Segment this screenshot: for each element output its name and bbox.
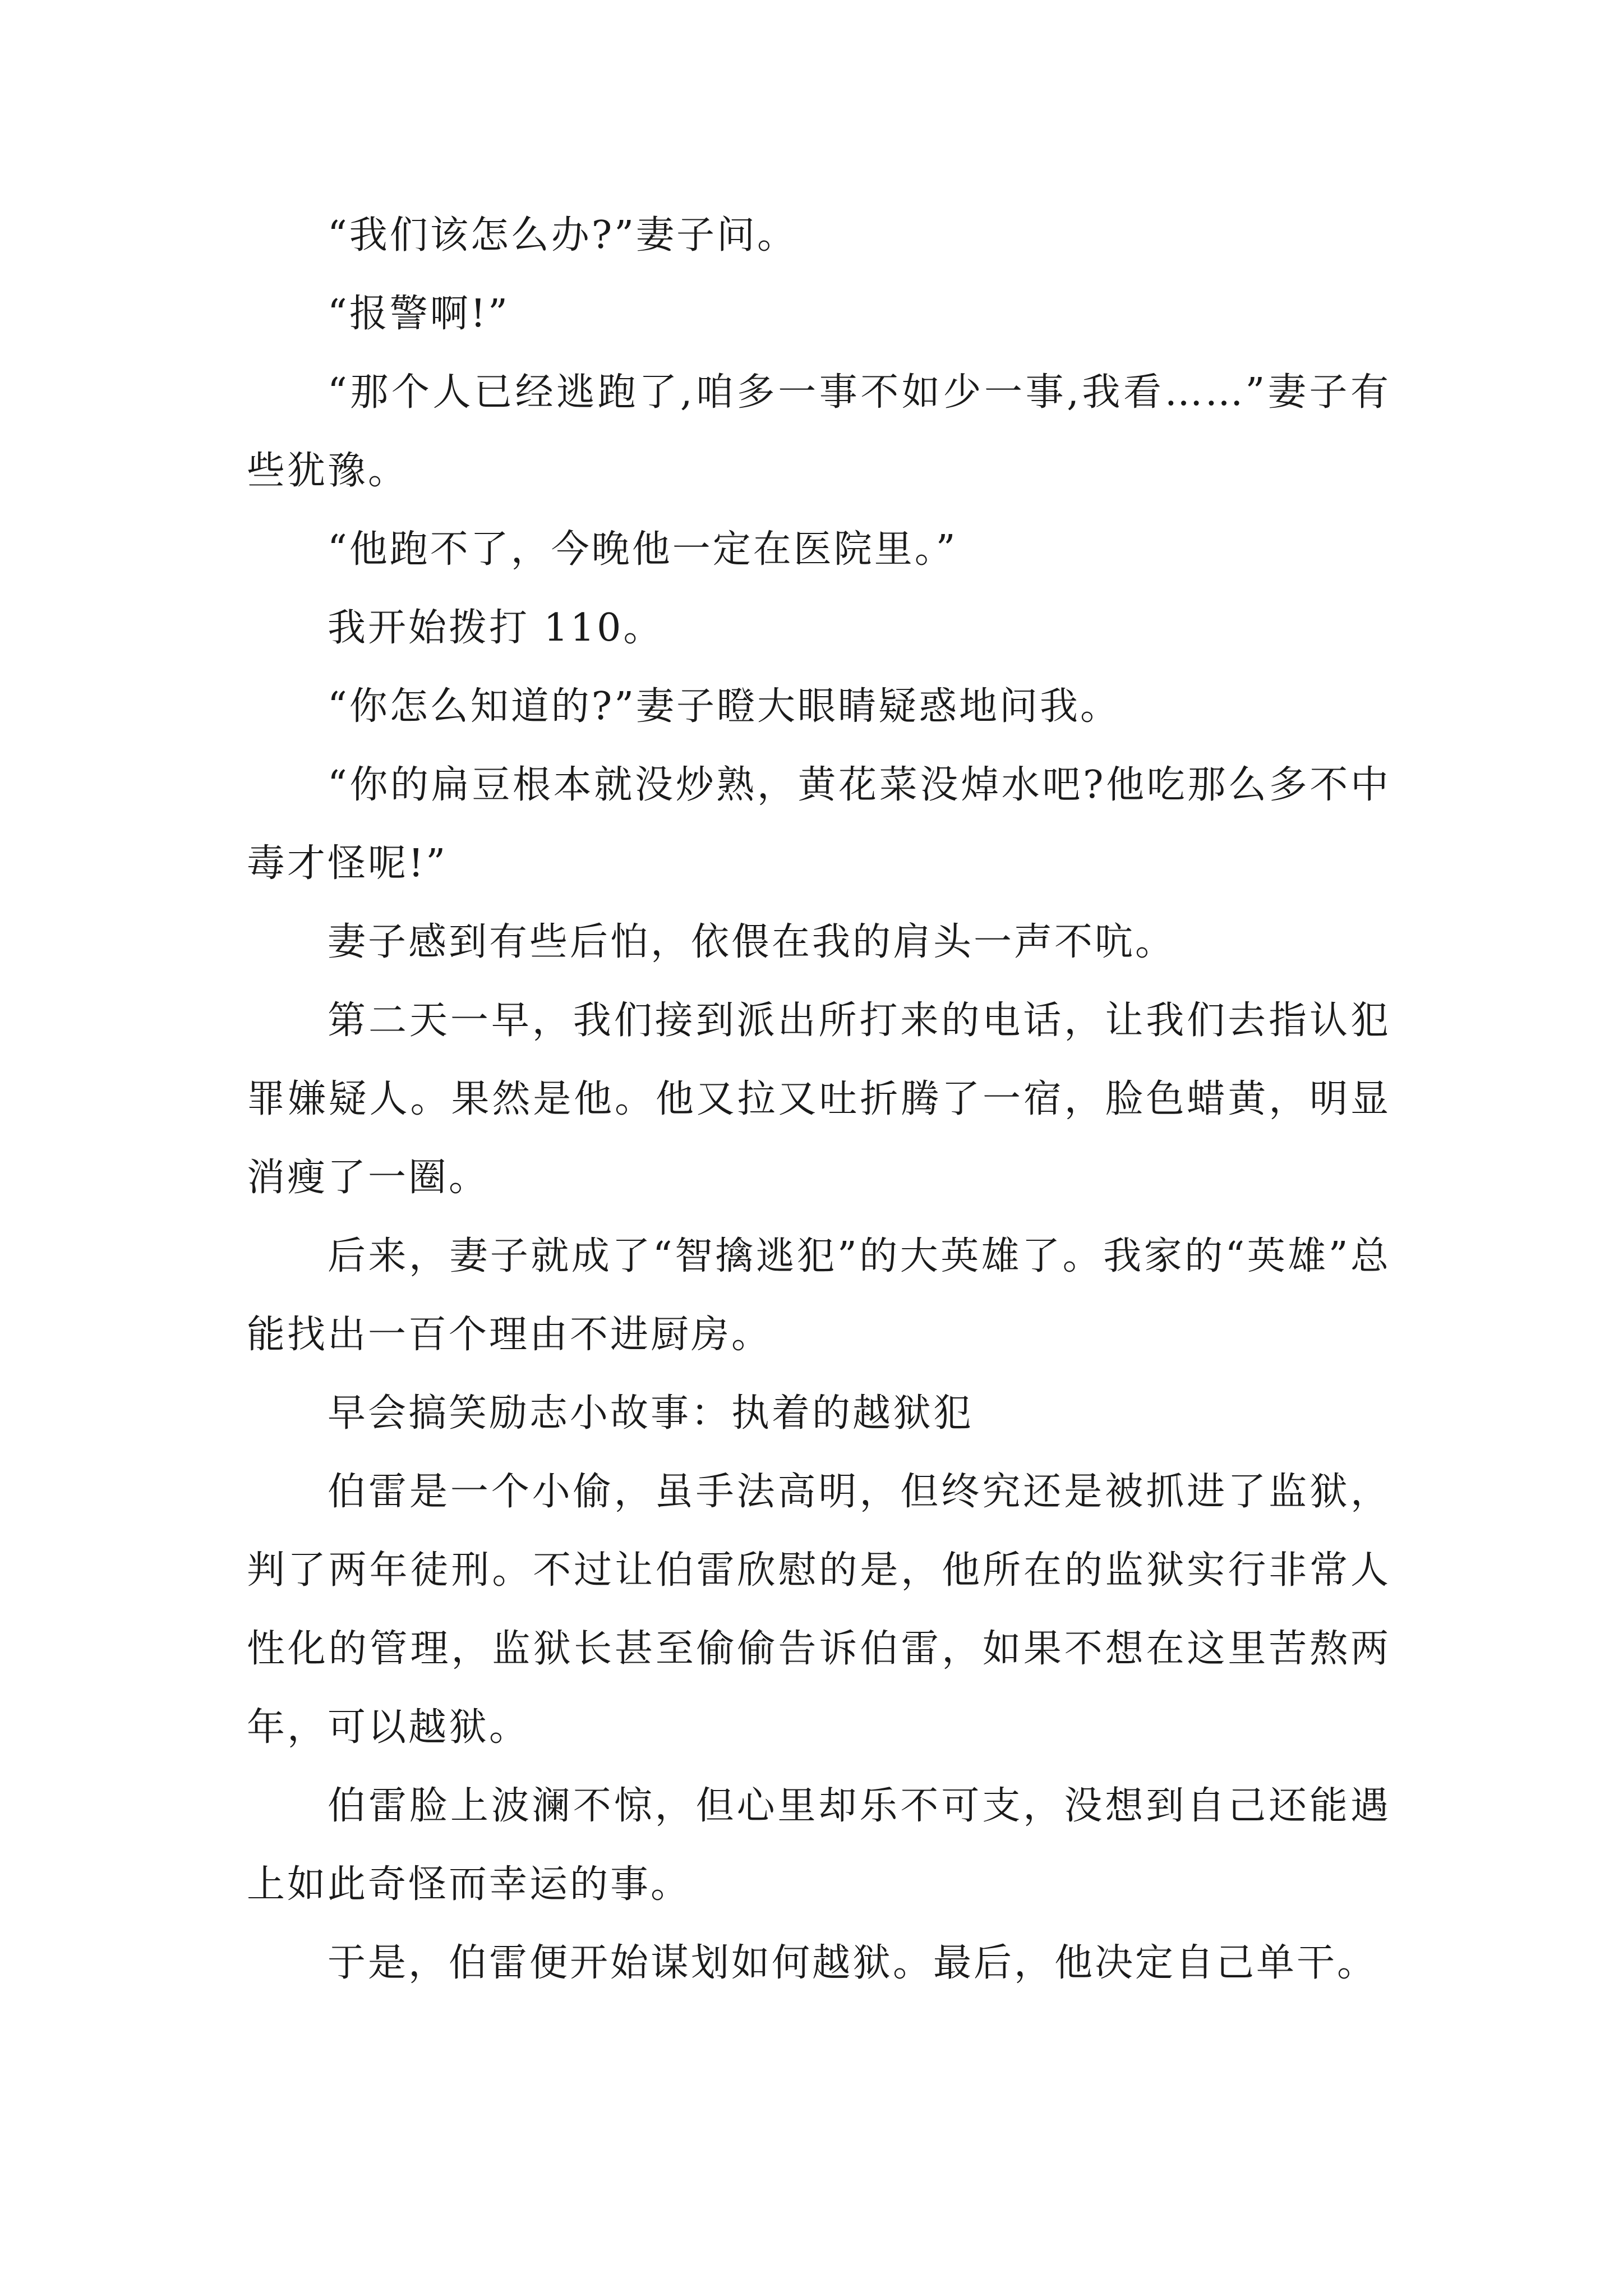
paragraph: 妻子感到有些后怕，依偎在我的肩头一声不吭。 <box>328 920 1176 964</box>
paragraph: 于是，伯雷便开始谋划如何越狱。最后，他决定自己单干。 <box>328 1941 1378 1985</box>
paragraph: 我开始拨打 110。 <box>328 606 664 650</box>
section-heading: 早会搞笑励志小故事：执着的越狱犯 <box>328 1391 974 1435</box>
paragraph: 伯雷脸上波澜不惊，但心里却乐不可支，没想到自己还能遇上如此奇怪而幸运的事。 <box>247 1784 1391 1907</box>
paragraph: 伯雷是一个小偷，虽手法高明，但终究还是被抓进了监狱，判了两年徒刑。不过让伯雷欣慰的是，他所在的监狱实行非常人性化的管理，监狱长甚至偷偷告诉伯雷，如果不想在这里苦熬两年，可以越狱。 <box>247 1470 1391 1750</box>
paragraph: “你怎么知道的?”妻子瞪大眼睛疑惑地问我。 <box>328 684 1121 729</box>
paragraph: “你的扁豆根本就没炒熟，黄花菜没焯水吧?他吃那么多不中毒才怪呢!” <box>247 763 1391 886</box>
paragraph: “我们该怎么办?”妻子问。 <box>328 213 797 257</box>
paragraph: “那个人已经逃跑了,咱多一事不如少一事,我看……”妻子有些犹豫。 <box>247 370 1391 493</box>
paragraph: 后来，妻子就成了“智擒逃犯”的大英雄了。我家的“英雄”总能找出一百个理由不进厨房。 <box>247 1234 1391 1357</box>
document-body <box>247 196 1391 2003</box>
paragraph: “报警啊!” <box>328 292 510 336</box>
paragraph: 第二天一早，我们接到派出所打来的电话，让我们去指认犯罪嫌疑人。果然是他。他又拉又吐折腾了一宿，脸色蜡黄，明显消瘦了一圈。 <box>247 999 1391 1200</box>
paragraph: “他跑不了，今晚他一定在医院里。” <box>328 527 958 572</box>
